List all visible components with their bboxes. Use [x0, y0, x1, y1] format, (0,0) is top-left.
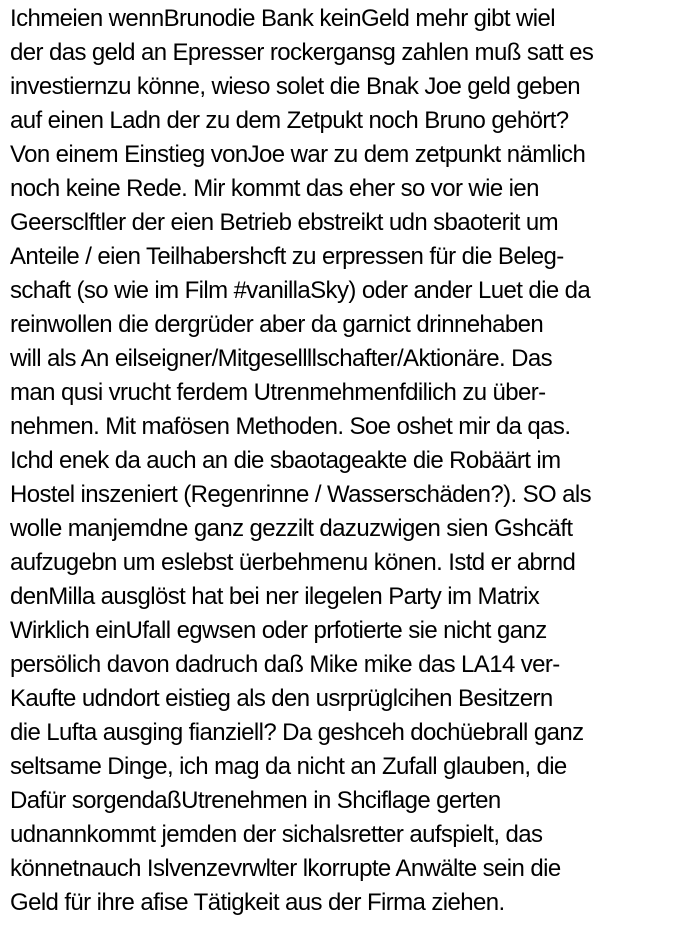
text-line: Von einem Einstieg vonJoe war zu dem zetpunkt nämlich — [10, 141, 586, 168]
text-line: man qusi vrucht ferdem Utrenmehmenfdilich zu über- — [10, 379, 546, 406]
text-line: Kaufte udndort eistieg als den usrprüglcihen Besitzern — [10, 685, 553, 712]
text-line: könnetnauch Islvenzevrwlter lkorrupte Anwälte sein die — [10, 855, 561, 882]
text-line: will als An eilseigner/Mitgesellllschafter/Aktionäre. Das — [10, 345, 553, 372]
text-line: Geersclftler der eien Betrieb ebstreikt udn sbaoterit um — [10, 209, 559, 236]
text-line: Ichd enek da auch an die sbaotageakte die Robäärt im — [10, 447, 561, 474]
text-line: seltsame Dinge, ich mag da nicht an Zufall glauben, die — [10, 753, 567, 780]
text-line: aufzugebn um eslebst üerbehmenu könen. Istd er abrnd — [10, 549, 576, 576]
text-line: nehmen. Mit mafösen Methoden. Soe oshet mir da qas. — [10, 413, 571, 440]
text-line: investiernzu könne, wieso solet die Bnak Joe geld geben — [10, 73, 581, 100]
document-page — [10, 0, 682, 940]
text-line: Geld für ihre afise Tätigkeit aus der Firma ziehen. — [10, 889, 505, 916]
text-line: Dafür sorgendaßUtrenehmen in Shciflage gerten — [10, 787, 501, 814]
text-line: noch keine Rede. Mir kommt das eher so vor wie ien — [10, 175, 539, 202]
text-line: die Lufta ausging fianziell? Da geshceh dochüebrall ganz — [10, 719, 584, 746]
text-line: Wirklich einUfall egwsen oder prfotierte sie nicht ganz — [10, 617, 547, 644]
text-line: udnannkommt jemden der sichalsretter aufspielt, das — [10, 821, 543, 848]
text-line: persölich davon dadruch daß Mike mike das LA14 ver- — [10, 651, 560, 678]
text-line: denMilla ausglöst hat bei ner ilegelen Party im Matrix — [10, 583, 540, 610]
text-line: wolle manjemdne ganz gezzilt dazuzwigen sien Gshcäft — [10, 515, 573, 542]
text-line: Hostel inszeniert (Regenrinne / Wasserschäden?). SO als — [10, 481, 592, 508]
text-line: Ichmeien wennBrunodie Bank keinGeld mehr gibt wiel — [10, 5, 555, 32]
text-line: der das geld an Epresser rockergansg zahlen muß satt es — [10, 39, 594, 66]
text-line: Anteile / eien Teilhabershcft zu erpressen für die Beleg- — [10, 243, 564, 270]
text-line: auf einen Ladn der zu dem Zetpukt noch Bruno gehört? — [10, 107, 569, 134]
text-line: reinwollen die dergrüder aber da garnict drinnehaben — [10, 311, 544, 338]
text-line: schaft (so wie im Film #vanillaSky) oder ander Luet die da — [10, 277, 591, 304]
